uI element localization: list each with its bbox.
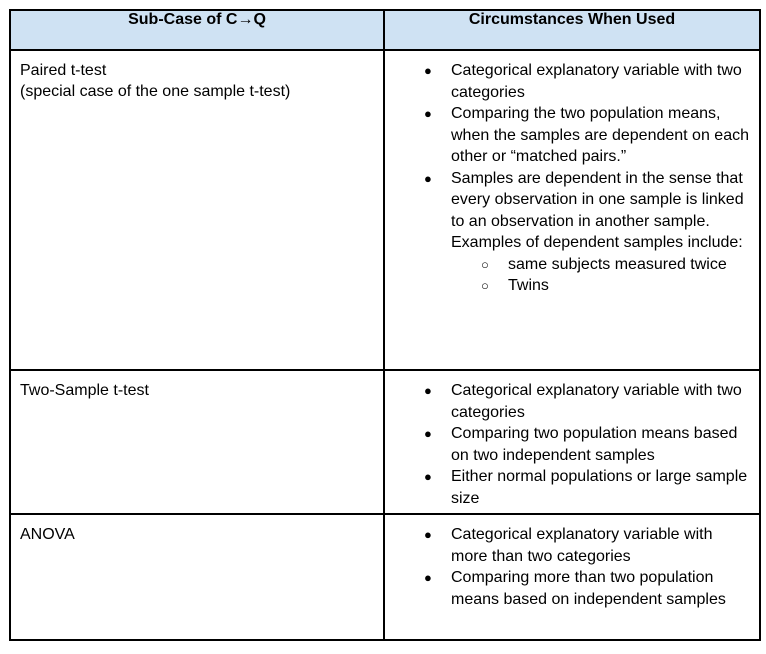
subcase-table	[9, 9, 761, 641]
circumstances-cell	[384, 370, 760, 514]
circumstances-cell	[384, 50, 760, 370]
case-name: Two-Sample t-test	[20, 382, 149, 399]
table-row	[10, 514, 760, 640]
case-cell	[10, 370, 384, 514]
case-name: ANOVA	[20, 526, 75, 543]
header-subcase: Sub-Case of C→Q	[10, 10, 384, 50]
table-header-row	[10, 10, 760, 50]
circumstance-item: ● Categorical explanatory variable with more than two categories	[385, 524, 753, 567]
case-cell	[10, 514, 384, 640]
circumstance-item: ● Comparing the two population means, when the samples are dependent on each other or “matched pairs.”	[385, 103, 753, 168]
case-name: Paired t-test	[20, 62, 107, 79]
table-row	[10, 50, 760, 370]
circumstances-cell	[384, 514, 760, 640]
sub-item: ○ Twins	[451, 275, 753, 297]
case-note: (special case of the one sample t-test)	[20, 83, 291, 100]
circumstance-item	[385, 168, 753, 297]
circumstance-item: ● Comparing two population means based on two independent samples	[385, 423, 753, 466]
circumstance-item: ● Comparing more than two population means based on independent samples	[385, 567, 753, 610]
table-row	[10, 370, 760, 514]
sub-item: ○ same subjects measured twice	[451, 254, 753, 276]
case-cell	[10, 50, 384, 370]
header-circumstances: Circumstances When Used	[384, 10, 760, 50]
circumstance-text: Samples are dependent in the sense that every observation in one sample is linked to an observation in another sample. Examples of dependent samples include:	[451, 169, 744, 251]
circumstance-item: ● Categorical explanatory variable with two categories	[385, 380, 753, 423]
circumstance-item: ● Categorical explanatory variable with two categories	[385, 60, 753, 103]
circumstance-item: ● Either normal populations or large sample size	[385, 466, 753, 509]
